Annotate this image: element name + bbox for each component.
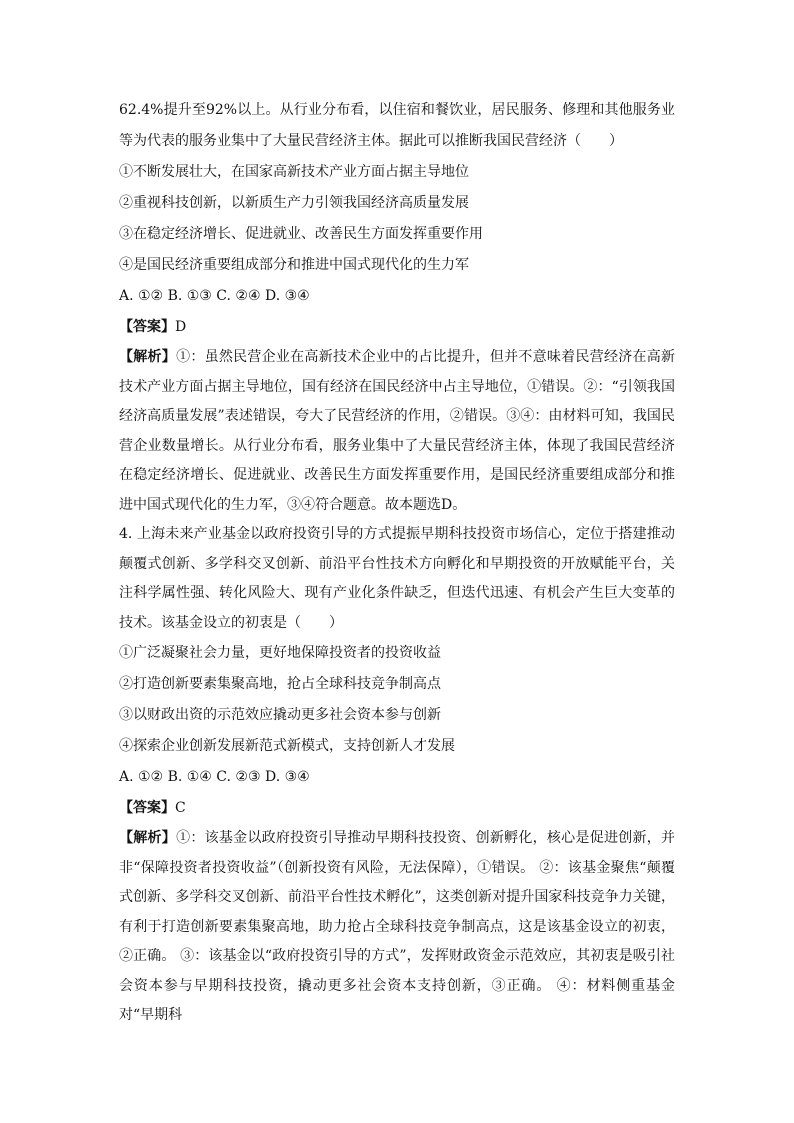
q4-option-3: ③以财政出资的示范效应撬动更多社会资本参与创新 [119,707,441,723]
q3-answer-value: D [175,319,187,335]
q3-answer [119,312,675,343]
q4-analysis [119,824,675,1031]
q3-analysis-text: ①：虽然民营企业在高新技术企业中的占比提升，但并不意味着民营经济在高新技术产业方面占据主导地位，国有经济在国民经济中占主导地位，①错误。②：“引领我国经济高质量发展”表述错误，夸大了民营经济的作用，②错误。③④：由材料可知，我国民营企业数量增长。从行业分布看，服务业集中了大量民营经济主体，体现了我国民营经济在稳定经济增长、促进就业、改善民生方面发挥重要作用，是国民经济重要组成部分和推进中国式现代化的生力军，③④符合题意。故本题选D。 [119,349,676,513]
q4-answer-value: C [175,800,186,816]
q4-analysis-text: ①：该基金以政府投资引导推动早期科技投资、创新孵化，核心是促进创新，并非“保障投资者投资收益”（创新投资有风险，无法保障），①错误。 ②：该基金聚焦“颠覆式创新、多学科交叉创新、前沿平台性技术孵化”，这类创新对提升国家科技竞争力关键，有利于打造创新要素集聚高地，助力抢占全球科技竞争制高点，这是该基金设立的初衷，②正确。 ③：该基金以“政府投资引导的方式”，发挥财政资金示范效应，其初衷是吸引社会资本参与早期科技投资，撬动更多社会资本支持创新，③正确。 ④：材料侧重基金对“早期科 [119,830,676,1023]
q4-answer-label: 【答案】 [119,800,175,816]
q3-option-3: ③在稳定经济增长、促进就业、改善民生方面发挥重要作用 [119,226,483,242]
q4-option-2: ②打造创新要素集聚高地，抢占全球科技竞争制高点 [119,676,441,692]
q3-analysis-label: 【解析】 [119,349,177,365]
q4-stem: 4. 上海未来产业基金以政府投资引导的方式提振早期科技投资市场信心，定位于搭建推动颠覆式创新、多学科交叉创新、前沿平台性技术方向孵化和早期投资的开放赋能平台，关注科学属性强、转化风险大、现有产业化条件缺乏，但迭代迅速、有机会产生巨大变革的技术。该基金设立的初衷是（ ） [119,526,675,631]
q3-analysis [119,343,675,520]
q3-option-1: ①不断发展壮大，在国家高新技术产业方面占据主导地位 [119,164,469,180]
q4-choices: A. ①② B. ①④ C. ②③ D. ③④ [119,769,310,785]
q4-option-4: ④探索企业创新发展新范式新模式，支持创新人才发展 [119,738,455,754]
q3-answer-label: 【答案】 [119,319,175,335]
q4-option-1: ①广泛凝聚社会力量，更好地保障投资者的投资收益 [119,645,441,661]
q3-choices: A. ①② B. ①③ C. ②④ D. ③④ [119,288,310,304]
q4-analysis-label: 【解析】 [119,830,177,846]
q4-answer [119,793,675,824]
q3-option-2: ②重视科技创新，以新质生产力引领我国经济高质量发展 [119,195,469,211]
document-page [119,95,675,1031]
q3-stem-continuation: 62.4%提升至92%以上。从行业分布看，以住宿和餐饮业，居民服务、修理和其他服务业等为代表的服务业集中了大量民营经济主体。据此可以推断我国民营经济（ ） [119,102,675,149]
q3-option-4: ④是国民经济重要组成部分和推进中国式现代化的生力军 [119,257,469,273]
